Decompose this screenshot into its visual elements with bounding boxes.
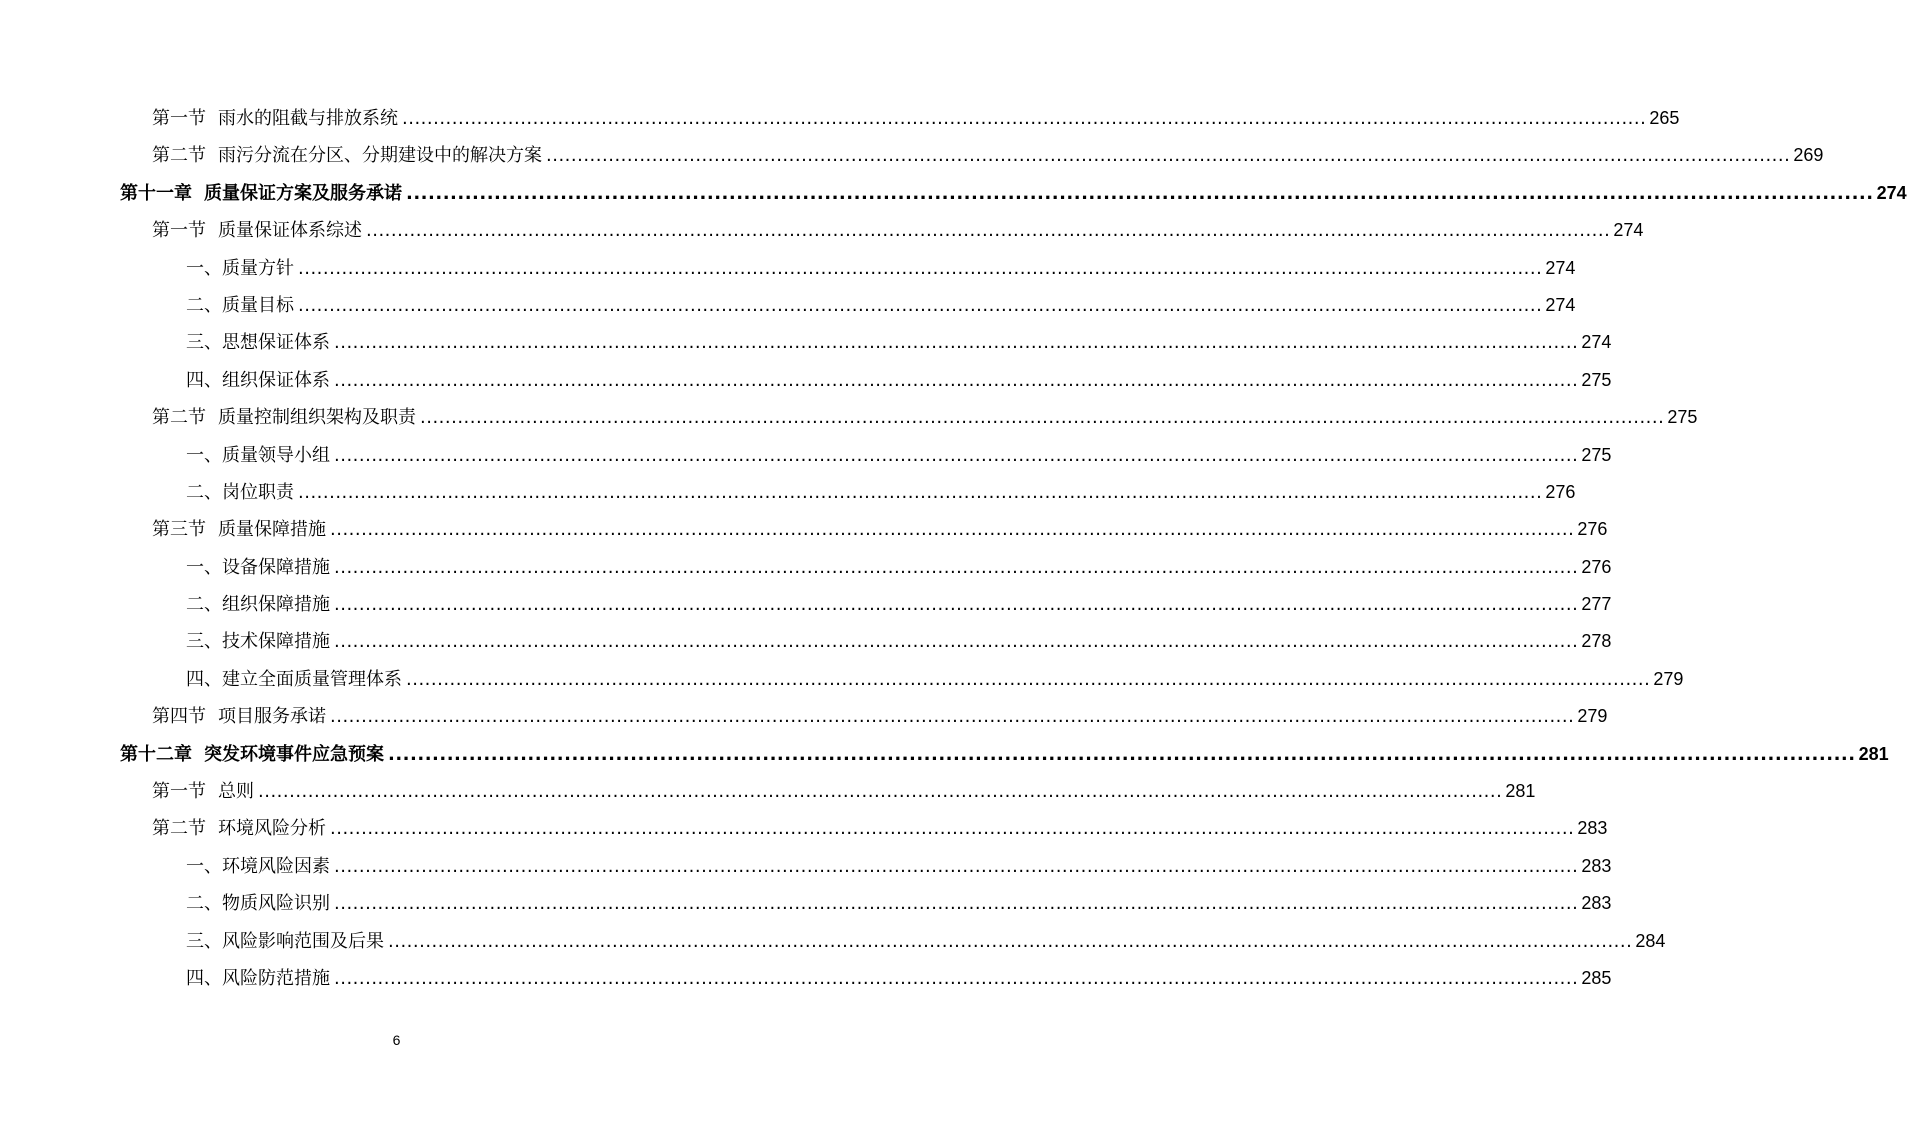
toc-dot-leader: ........................................................................................................................................................................................................	[258, 781, 1503, 803]
toc-entry-title	[152, 212, 362, 249]
toc-entry-prefix: 第一节	[152, 220, 206, 242]
toc-dot-leader: ........................................................................................................................................................................................................	[334, 444, 1579, 466]
toc-dot-leader: ........................................................................................................................................................................................................	[420, 407, 1665, 429]
toc-entry-page: 283	[1581, 855, 1612, 876]
toc-entry-text: 质量控制组织架构及职责	[218, 407, 416, 429]
toc-entry-prefix: 第十二章	[120, 743, 192, 765]
toc-entry-page: 278	[1581, 631, 1612, 652]
toc-entry-title	[152, 810, 326, 847]
toc-entry-prefix: 三、	[186, 332, 222, 354]
table-of-contents	[0, 100, 1907, 997]
toc-subsection-entry[interactable]	[0, 437, 1612, 474]
toc-entry-text: 组织保障措施	[222, 594, 330, 616]
toc-entry-page: 274	[1581, 332, 1612, 353]
toc-subsection-entry[interactable]	[0, 885, 1612, 922]
toc-dot-leader: ........................................................................................................................................................................................................	[298, 481, 1543, 503]
toc-subsection-entry[interactable]	[0, 661, 1684, 698]
toc-subsection-entry[interactable]	[0, 474, 1576, 511]
toc-subsection-entry[interactable]	[0, 250, 1576, 287]
toc-entry-page: 274	[1545, 294, 1576, 315]
toc-entry-text: 质量保障措施	[218, 519, 326, 541]
toc-entry-prefix: 第二节	[152, 407, 206, 429]
toc-dot-leader: ........................................................................................................................................................................................................	[334, 369, 1579, 391]
toc-entry-prefix: 二、	[186, 893, 222, 915]
toc-section-entry[interactable]	[0, 137, 1824, 174]
toc-entry-page: 284	[1635, 930, 1666, 951]
toc-entry-page: 274	[1613, 220, 1644, 241]
toc-dot-leader: ........................................................................................................................................................................................................	[402, 108, 1647, 129]
toc-entry-prefix: 三、	[186, 930, 222, 952]
toc-entry-page: 275	[1667, 407, 1698, 428]
toc-entry-title	[186, 362, 330, 399]
toc-entry-prefix: 第一节	[152, 781, 206, 803]
toc-dot-leader: ........................................................................................................................................................................................................	[334, 855, 1579, 877]
toc-entry-text: 总则	[218, 781, 254, 803]
toc-entry-title	[186, 661, 402, 698]
toc-dot-leader: ........................................................................................................................................................................................................	[388, 930, 1633, 952]
toc-entry-text: 环境风险因素	[222, 855, 330, 877]
toc-entry-text: 质量保证方案及服务承诺	[204, 182, 402, 204]
toc-entry-title	[152, 773, 254, 810]
toc-entry-prefix: 二、	[186, 481, 222, 503]
toc-entry-prefix: 四、	[186, 369, 222, 391]
toc-subsection-entry[interactable]	[0, 923, 1666, 960]
toc-entry-title	[186, 623, 330, 660]
toc-dot-leader: ........................................................................................................................................................................................................	[334, 332, 1579, 354]
toc-entry-title	[120, 736, 384, 773]
toc-section-entry[interactable]	[0, 399, 1698, 436]
toc-subsection-entry[interactable]	[0, 586, 1612, 623]
toc-entry-text: 建立全面质量管理体系	[222, 668, 402, 690]
toc-entry-text: 质量领导小组	[222, 444, 330, 466]
toc-entry-text: 质量方针	[222, 257, 294, 279]
toc-entry-text: 突发环境事件应急预案	[204, 743, 384, 765]
toc-entry-page: 281	[1505, 781, 1536, 802]
toc-entry-prefix: 二、	[186, 294, 222, 316]
toc-dot-leader: ........................................................................................................................................................................................................	[406, 668, 1651, 690]
toc-chapter-entry[interactable]	[0, 736, 1889, 773]
toc-entry-text: 环境风险分析	[218, 818, 326, 840]
toc-entry-prefix: 一、	[186, 855, 222, 877]
toc-entry-title	[186, 885, 330, 922]
toc-subsection-entry[interactable]	[0, 362, 1612, 399]
toc-entry-page: 265	[1649, 108, 1680, 128]
toc-entry-title	[152, 511, 326, 548]
toc-entry-text: 质量目标	[222, 294, 294, 316]
toc-entry-prefix: 二、	[186, 594, 222, 616]
toc-subsection-entry[interactable]	[0, 960, 1612, 997]
toc-entry-text: 风险防范措施	[222, 967, 330, 989]
toc-entry-text: 设备保障措施	[222, 556, 330, 578]
toc-entry-prefix: 四、	[186, 967, 222, 989]
toc-dot-leader: ........................................................................................................................................................................................................	[334, 556, 1579, 578]
toc-entry-title	[152, 137, 542, 174]
toc-entry-text: 项目服务承诺	[218, 706, 326, 728]
toc-subsection-entry[interactable]	[0, 848, 1612, 885]
toc-entry-prefix: 第三节	[152, 519, 206, 541]
toc-entry-title	[152, 399, 416, 436]
toc-entry-prefix: 一、	[186, 556, 222, 578]
toc-chapter-entry[interactable]	[0, 175, 1907, 212]
toc-entry-prefix: 三、	[186, 631, 222, 653]
toc-entry-prefix: 第二节	[152, 145, 206, 167]
toc-dot-leader: ........................................................................................................................................................................................................	[298, 294, 1543, 316]
toc-entry-page: 283	[1581, 893, 1612, 914]
toc-dot-leader: ........................................................................................................................................................................................................	[388, 743, 1856, 765]
toc-entry-title	[186, 923, 384, 960]
toc-section-entry[interactable]	[0, 100, 1680, 137]
toc-dot-leader: ........................................................................................................................................................................................................	[298, 257, 1543, 279]
toc-subsection-entry[interactable]	[0, 324, 1612, 361]
toc-entry-text: 风险影响范围及后果	[222, 930, 384, 952]
toc-section-entry[interactable]	[0, 212, 1644, 249]
toc-entry-page: 274	[1545, 257, 1576, 278]
toc-entry-prefix: 第四节	[152, 706, 206, 728]
toc-entry-title	[186, 324, 330, 361]
toc-entry-title	[152, 698, 326, 735]
toc-section-entry[interactable]	[0, 511, 1608, 548]
toc-entry-page: 279	[1577, 706, 1608, 727]
toc-dot-leader: ........................................................................................................................................................................................................	[334, 967, 1579, 989]
toc-dot-leader: ........................................................................................................................................................................................................	[330, 519, 1575, 541]
toc-entry-prefix: 第二节	[152, 818, 206, 840]
toc-entry-page: 279	[1653, 668, 1684, 689]
toc-entry-prefix: 四、	[186, 668, 222, 690]
toc-dot-leader: ........................................................................................................................................................................................................	[334, 631, 1579, 653]
toc-entry-prefix: 第十一章	[120, 182, 192, 204]
toc-entry-title	[186, 848, 330, 885]
toc-entry-page: 275	[1581, 444, 1612, 465]
toc-section-entry[interactable]	[0, 773, 1536, 810]
toc-entry-title	[186, 250, 294, 287]
toc-entry-page: 275	[1581, 369, 1612, 390]
toc-dot-leader: ........................................................................................................................................................................................................	[406, 182, 1874, 204]
toc-entry-text: 岗位职责	[222, 481, 294, 503]
toc-entry-page: 281	[1858, 743, 1889, 764]
toc-entry-text: 质量保证体系综述	[218, 220, 362, 242]
toc-entry-page: 283	[1577, 818, 1608, 839]
toc-dot-leader: ........................................................................................................................................................................................................	[330, 818, 1575, 840]
toc-entry-text: 组织保证体系	[222, 369, 330, 391]
toc-entry-page: 276	[1545, 481, 1576, 502]
toc-entry-title	[186, 586, 330, 623]
toc-entry-page: 285	[1581, 967, 1612, 988]
toc-entry-page: 274	[1876, 182, 1907, 203]
toc-entry-text: 技术保障措施	[222, 631, 330, 653]
toc-entry-page: 269	[1793, 145, 1824, 166]
toc-entry-text: 雨污分流在分区、分期建设中的解决方案	[218, 145, 542, 167]
toc-entry-page: 277	[1581, 594, 1612, 615]
toc-entry-text: 物质风险识别	[222, 893, 330, 915]
toc-entry-title	[120, 175, 402, 212]
toc-section-entry[interactable]	[0, 810, 1608, 847]
toc-dot-leader: ........................................................................................................................................................................................................	[334, 893, 1579, 915]
toc-entry-page: 276	[1577, 519, 1608, 540]
toc-entry-title	[186, 549, 330, 586]
toc-entry-title	[186, 287, 294, 324]
toc-entry-title	[152, 100, 398, 137]
toc-entry-prefix: 一、	[186, 257, 222, 279]
toc-dot-leader: ........................................................................................................................................................................................................	[334, 594, 1579, 616]
toc-subsection-entry[interactable]	[0, 623, 1612, 660]
toc-entry-prefix: 第一节	[152, 108, 206, 129]
toc-dot-leader: ........................................................................................................................................................................................................	[330, 706, 1575, 728]
toc-section-entry[interactable]	[0, 698, 1608, 735]
toc-entry-prefix: 一、	[186, 444, 222, 466]
toc-entry-title	[186, 437, 330, 474]
toc-entry-title	[186, 960, 330, 997]
toc-entry-title	[186, 474, 294, 511]
toc-dot-leader: ........................................................................................................................................................................................................	[366, 220, 1611, 242]
toc-entry-text: 思想保证体系	[222, 332, 330, 354]
toc-subsection-entry[interactable]	[0, 549, 1612, 586]
toc-entry-page: 276	[1581, 556, 1612, 577]
toc-dot-leader: ........................................................................................................................................................................................................	[546, 145, 1791, 167]
toc-subsection-entry[interactable]	[0, 287, 1576, 324]
toc-entry-text: 雨水的阻截与排放系统	[218, 108, 398, 129]
page-number: 6	[392, 1032, 401, 1048]
